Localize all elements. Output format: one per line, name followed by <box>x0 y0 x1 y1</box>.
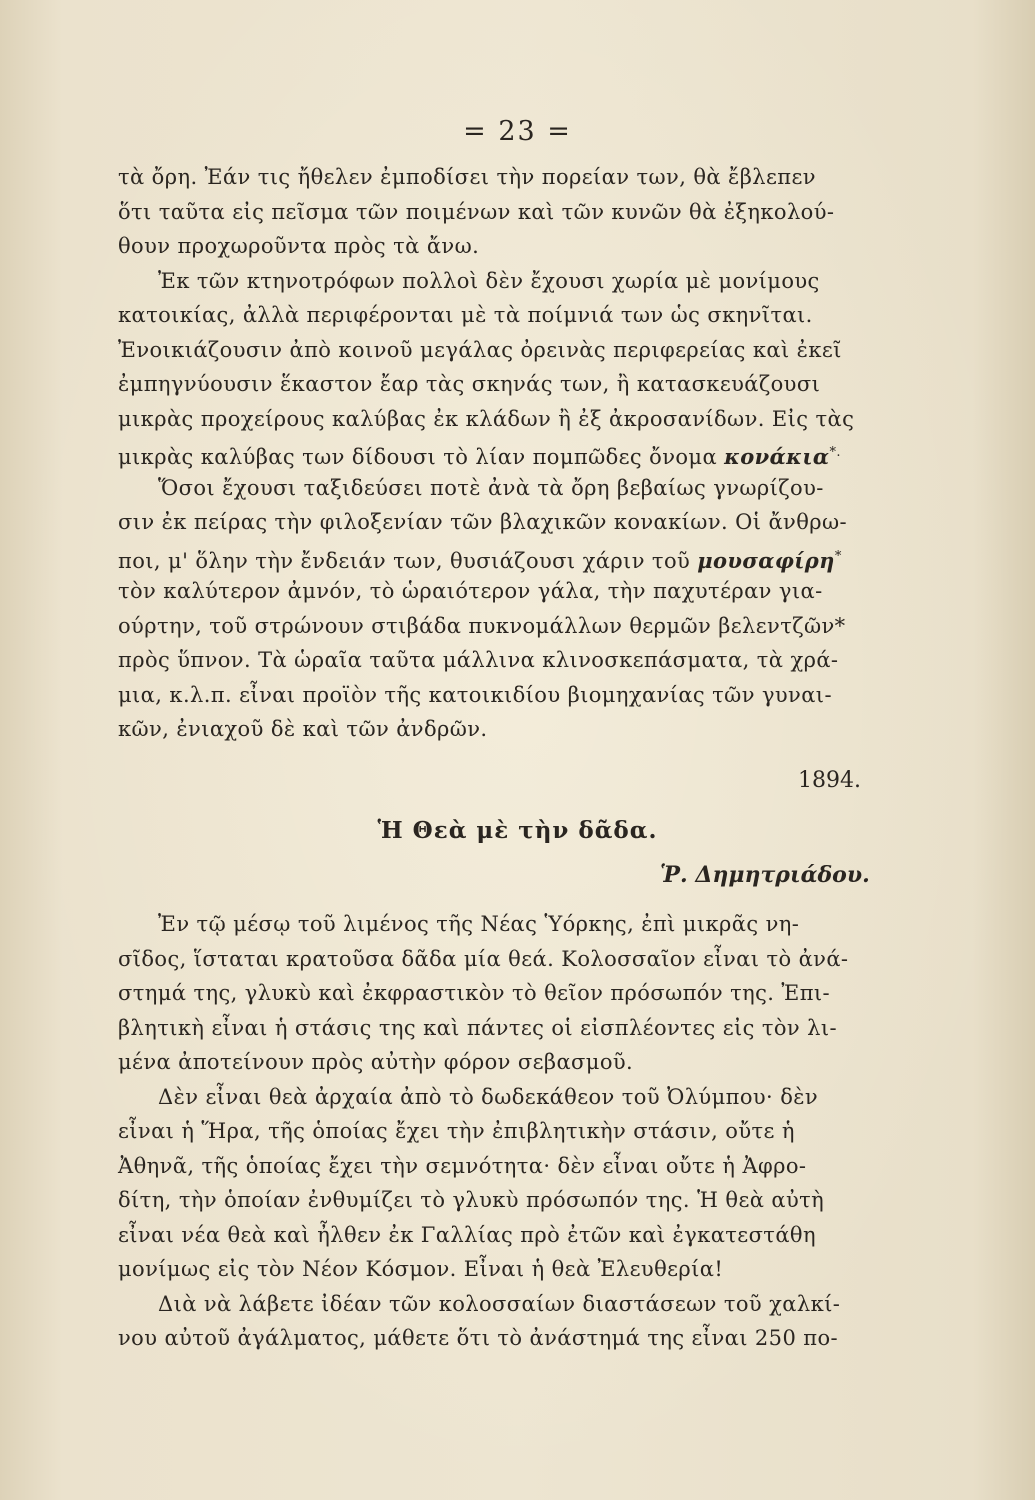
text-line: μονίμως εἰς τὸν Νέον Κόσμον. Εἶναι ἡ θεὰ Ἐλευθερία! <box>118 1257 724 1281</box>
text-line: κατοικίας, ἀλλὰ περιφέρονται μὲ τὰ ποίμνιά των ὡς σκηνῖται. <box>118 303 813 327</box>
text-line: κῶν, ἐνιαχοῦ δὲ καὶ τῶν ἀνδρῶν. <box>118 717 488 741</box>
text-line: ὅτι ταῦτα εἰς πεῖσμα τῶν ποιμένων καὶ τῶν κυνῶν θὰ ἐξηκολού- <box>118 199 835 224</box>
text-line: ἐμπηγνύουσιν ἕκαστον ἔαρ τὰς σκηνάς των, ἢ κατασκευάζουσι <box>118 372 821 396</box>
text-line <box>118 436 938 471</box>
text-line: Ὅσοι ἔχουσι ταξιδεύσει ποτὲ ἀνὰ τὰ ὄρη βεβαίως γνωρίζου- <box>158 475 824 500</box>
text-line: μένα ἀποτείνουν πρὸς αὐτὴν φόρον σεβασμοῦ. <box>118 1050 634 1074</box>
footnote-mark: * <box>834 548 842 564</box>
text-fragment: ποι, μ' ὅλην τὴν ἔνδειάν των, θυσιάζουσι χάριν τοῦ <box>118 548 691 573</box>
text-line: στημά της, γλυκὺ καὶ ἐκφραστικὸν τὸ θεῖον πρόσωπόν της. Ἐπι- <box>118 981 831 1005</box>
text-line: Δὲν εἶναι θεὰ ἀρχαία ἀπὸ τὸ δωδεκάθεον τοῦ Ὀλύμπου· δὲν <box>158 1084 819 1109</box>
text-line: βλητικὴ εἶναι ἡ στάσις της καὶ πάντες οἱ εἰσπλέοντες εἰς τὸν λι- <box>118 1015 837 1040</box>
emphasized-word: κονάκια <box>724 444 830 469</box>
text-line: εἶναι νέα θεὰ καὶ ἦλθεν ἐκ Γαλλίας πρὸ ἐτῶν καὶ ἐγκατεστάθη <box>118 1222 816 1247</box>
text-line: Ἐκ τῶν κτηνοτρόφων πολλοὶ δὲν ἔχουσι χωρία μὲ μονίμους <box>158 268 820 293</box>
article-continuation <box>118 160 938 747</box>
emphasized-word: μουσαφίρη <box>697 547 835 573</box>
text-line: σιν ἐκ πείρας τὴν φιλοξενίαν τῶν βλαχικῶν κονακίων. Οἱ ἄνθρω- <box>118 510 848 534</box>
text-line: νου αὐτοῦ ἀγάλματος, μάθετε ὅτι τὸ ἀνάστημά της εἶναι 250 πο- <box>118 1326 839 1350</box>
article-year: 1894. <box>798 768 861 793</box>
text-line: θουν προχωροῦντα πρὸς τὰ ἄνω. <box>118 234 480 258</box>
text-line: εἶναι ἡ Ἥρα, τῆς ὁποίας ἔχει τὴν ἐπιβλητικὴν στάσιν, οὔτε ἡ <box>118 1119 795 1143</box>
article-body <box>118 907 938 1356</box>
footnote-mark: *. <box>829 445 841 460</box>
text-line: δίτη, τὴν ὁποίαν ἐνθυμίζει τὸ γλυκὺ πρόσωπόν της. Ἡ θεὰ αὐτὴ <box>118 1188 825 1212</box>
text-line: τὰ ὄρη. Ἐάν τις ἤθελεν ἐμποδίσει τὴν πορείαν των, θὰ ἔβλεπεν <box>118 165 816 189</box>
text-line: Ἐν τῷ μέσῳ τοῦ λιμένος τῆς Νέας Ὑόρκης, ἐπὶ μικρᾶς νη- <box>158 912 800 936</box>
text-line: Ἀθηνᾶ, τῆς ὁποίας ἔχει τὴν σεμνότητα· δὲν εἶναι οὔτε ἡ Ἀφρο- <box>118 1153 807 1178</box>
text-line: μια, κ.λ.π. εἶναι προϊὸν τῆς κατοικιδίου βιομηχανίας τῶν γυναι- <box>118 682 832 707</box>
text-line: μικρὰς προχείρους καλύβας ἐκ κλάδων ἢ ἐξ ἀκροσανίδων. Εἰς τὰς <box>118 406 855 431</box>
section-title: Ἡ Θεὰ μὲ τὴν δᾶδα. <box>377 817 658 844</box>
page-number: = 23 = <box>463 116 572 147</box>
text-line: σῖδος, ἵσταται κρατοῦσα δᾶδα μία θεά. Κολοσσαῖον εἶναι τὸ ἀνά- <box>118 946 849 971</box>
text-line: τὸν καλύτερον ἀμνόν, τὸ ὡραιότερον γάλα, τὴν παχυτέραν για- <box>118 579 823 603</box>
text-line: Διὰ νὰ λάβετε ἰδέαν τῶν κολοσσαίων διαστάσεων τοῦ χαλκί- <box>158 1291 841 1316</box>
text-line: ούρτην, τοῦ στρώνουν στιβάδα πυκνομάλλων θερμῶν βελεντζῶν* <box>118 613 846 638</box>
text-line: πρὸς ὕπνον. Τὰ ὡραῖα ταῦτα μάλλινα κλινοσκεπάσματα, τὰ χρά- <box>118 648 839 672</box>
text-line: Ἐνοικιάζουσιν ἀπὸ κοινοῦ μεγάλας ὀρεινὰς περιφερείας καὶ ἐκεῖ <box>118 337 842 362</box>
text-fragment: μικρὰς καλύβας των δίδουσι τὸ λίαν πομπῶδες ὄνομα <box>118 445 718 469</box>
text-line <box>118 540 938 575</box>
section-author: Ῥ. Δημητριάδου. <box>660 862 870 888</box>
